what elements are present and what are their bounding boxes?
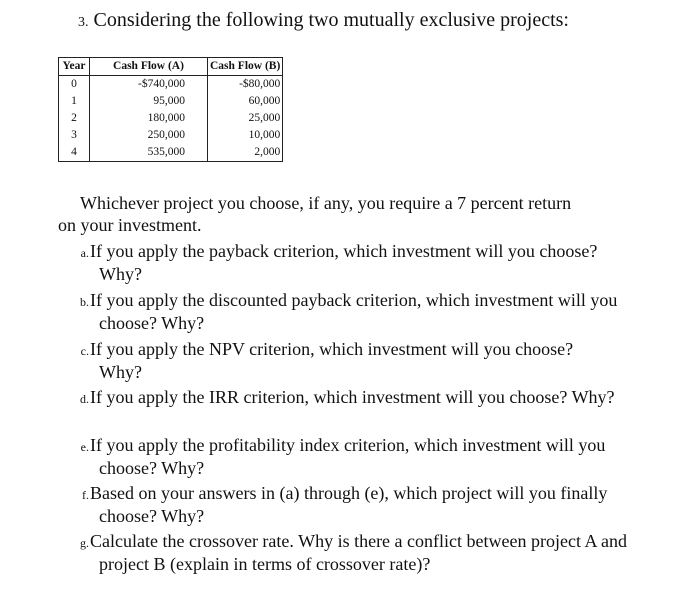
requirement-line-1: Whichever project you choose, if any, you require a 7 percent return bbox=[80, 193, 572, 213]
question-g bbox=[75, 530, 665, 576]
year-cell: 2 bbox=[59, 110, 90, 127]
cash-flow-a-cell: 180,000 bbox=[90, 110, 208, 127]
question-a bbox=[75, 240, 665, 286]
year-cell: 0 bbox=[59, 76, 90, 94]
question-letter: f. bbox=[82, 488, 89, 502]
cash-flow-a-cell: 95,000 bbox=[90, 93, 208, 110]
question-text: Calculate the crossover rate. Why is there a conflict between project A and project B (explain in terms of crossover rate)? bbox=[90, 531, 627, 574]
question-f bbox=[75, 482, 665, 528]
question-text: If you apply the discounted payback criterion, which investment will you choose? Why? bbox=[90, 290, 618, 333]
requirement-line-2: on your investment. bbox=[58, 215, 202, 235]
problem-number: 3. bbox=[78, 15, 89, 30]
cash-flow-b-cell: -$80,000 bbox=[208, 76, 283, 94]
table-row bbox=[59, 93, 283, 110]
question-b bbox=[75, 289, 665, 335]
question-text: If you apply the NPV criterion, which investment will you choose? Why? bbox=[90, 339, 574, 382]
question-text: If you apply the profitability index criterion, which investment will you choose? Why? bbox=[90, 435, 606, 478]
problem-title: Considering the following two mutually exclusive projects: bbox=[93, 9, 569, 31]
problem-heading bbox=[78, 9, 569, 32]
cash-flow-b-cell: 25,000 bbox=[208, 110, 283, 127]
column-header-cash-flow-a: Cash Flow (A) bbox=[90, 58, 208, 76]
cash-flow-b-cell: 10,000 bbox=[208, 127, 283, 144]
table-row bbox=[59, 76, 283, 94]
cash-flow-a-cell: -$740,000 bbox=[90, 76, 208, 94]
question-text: If you apply the payback criterion, which investment will you choose? Why? bbox=[90, 241, 598, 284]
column-header-year: Year bbox=[59, 58, 90, 76]
question-text: If you apply the IRR criterion, which investment will you choose? Why? bbox=[90, 387, 615, 407]
question-letter: c. bbox=[80, 344, 89, 358]
table-row bbox=[59, 144, 283, 162]
question-text: Based on your answers in (a) through (e), which project will you finally choose? Why? bbox=[90, 483, 608, 526]
cash-flow-b-cell: 2,000 bbox=[208, 144, 283, 162]
cash-flow-table bbox=[58, 57, 283, 162]
table-row bbox=[59, 110, 283, 127]
requirement-paragraph bbox=[58, 192, 658, 236]
question-letter: g. bbox=[80, 536, 89, 550]
question-letter: a. bbox=[80, 246, 89, 260]
table-header-row bbox=[59, 58, 283, 76]
column-header-cash-flow-b: Cash Flow (B) bbox=[208, 58, 283, 76]
question-d bbox=[75, 386, 665, 409]
year-cell: 1 bbox=[59, 93, 90, 110]
question-letter: e. bbox=[80, 440, 89, 454]
question-e bbox=[75, 434, 665, 480]
year-cell: 4 bbox=[59, 144, 90, 162]
table-row bbox=[59, 127, 283, 144]
cash-flow-a-cell: 250,000 bbox=[90, 127, 208, 144]
question-letter: b. bbox=[80, 295, 89, 309]
year-cell: 3 bbox=[59, 127, 90, 144]
cash-flow-b-cell: 60,000 bbox=[208, 93, 283, 110]
question-letter: d. bbox=[80, 392, 89, 406]
cash-flow-a-cell: 535,000 bbox=[90, 144, 208, 162]
question-c bbox=[75, 338, 665, 384]
